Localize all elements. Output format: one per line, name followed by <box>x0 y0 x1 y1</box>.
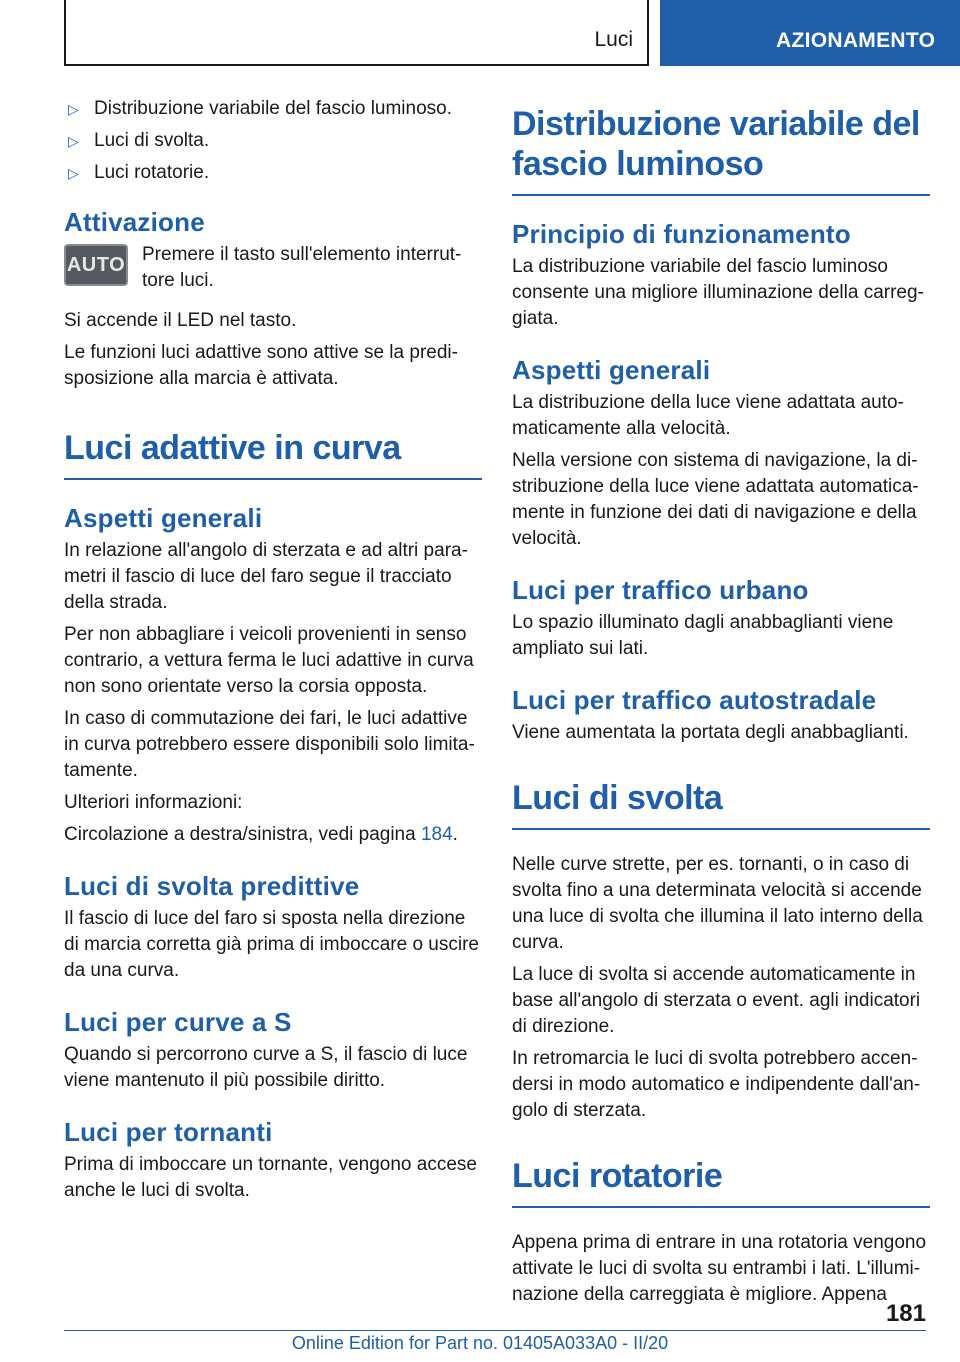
paragraph: La luce di svolta si accende automaticamente in base all'angolo di sterzata o event. agli indicatori di direzione. <box>512 964 921 1037</box>
header-chapter-label: AZIONAMENTO <box>776 29 936 52</box>
paragraph: La distribuzione della luce viene adattata auto-maticamente alla velocità. <box>512 392 904 439</box>
footer-edition: Online Edition for Part no. 01405A033A0 - II/20 <box>291 1333 669 1353</box>
right-column <box>512 104 930 1314</box>
paragraph: In retromarcia le luci di svolta potrebbero accen-dersi in modo automatico e indipendente dall'an-golo di sterzata. <box>512 1048 921 1121</box>
heading-aspetti-generali: Aspetti generali <box>64 503 263 533</box>
heading-aspetti-generali: Aspetti generali <box>512 355 711 385</box>
heading-traffico-urbano: Luci per traffico urbano <box>512 575 809 605</box>
paragraph: La distribuzione variabile del fascio luminoso consente una migliore illuminazione della carreg-giata. <box>512 256 924 329</box>
title-rule <box>64 478 482 480</box>
heading-attivazione: Attivazione <box>64 207 205 237</box>
list-item: ▷ Luci rotatorie. <box>64 160 482 186</box>
paragraph: Nella versione con sistema di navigazione, la di-stribuzione della luce viene adattata automatica-mente in funzione dei dati di navigazione e della velocità. <box>512 450 919 549</box>
header-chapter-tab[interactable] <box>660 0 960 66</box>
paragraph: Viene aumentata la portata degli anabbaglianti. <box>512 722 909 743</box>
title-luci-adattive: Luci adattive in curva <box>64 429 401 467</box>
paragraph: Quando si percorrono curve a S, il fascio di luce viene mantenuto il più possibile diritto. <box>64 1044 468 1091</box>
title-luci-rotatorie: Luci rotatorie <box>512 1157 723 1195</box>
paragraph: Si accende il LED nel tasto. <box>64 310 297 331</box>
paragraph: Prima di imboccare un tornante, vengono accese anche le luci di svolta. <box>64 1154 477 1201</box>
auto-button-icon: AUTO <box>64 244 128 286</box>
title-rule <box>512 1206 930 1208</box>
footer-rule <box>64 1330 926 1331</box>
triangle-bullet-icon: ▷ <box>68 101 79 117</box>
heading-tornanti: Luci per tornanti <box>64 1117 273 1147</box>
heading-predittive: Luci di svolta predittive <box>64 871 360 901</box>
header-section-box <box>64 0 649 66</box>
title-rule <box>512 828 930 830</box>
paragraph: In relazione all'angolo di sterzata e ad altri para-metri il fascio di luce del faro segue il tracciato della strada. <box>64 540 468 613</box>
header-section-label: Luci <box>594 28 633 51</box>
paragraph: Ulteriori informazioni: <box>64 792 243 813</box>
paragraph: Per non abbagliare i veicoli provenienti in senso contrario, a vettura ferma le luci adattive in curva non sono orientate verso la corsia opposta. <box>64 624 474 697</box>
bullet-list <box>64 96 482 186</box>
paragraph: Le funzioni luci adattive sono attive se la predi-sposizione alla marcia è attivata. <box>64 342 458 389</box>
paragraph: Nelle curve strette, per es. tornanti, o in caso di svolta fino a una determinata velocità si accende una luce di svolta che illumina il lato interno della curva. <box>512 854 923 953</box>
page-number: 181 <box>885 1300 926 1327</box>
title-rule <box>512 194 930 196</box>
paragraph: Appena prima di entrare in una rotatoria vengono attivate le luci di svolta su entrambi i lati. L'illumi-nazione della carreggiata è migliore. Appena <box>512 1232 927 1305</box>
list-item: ▷ Distribuzione variabile del fascio luminoso. <box>64 96 482 122</box>
page-link[interactable]: 184 <box>420 824 453 845</box>
heading-principio: Principio di funzionamento <box>512 219 851 249</box>
list-item: ▷ Luci di svolta. <box>64 128 482 154</box>
auto-instruction-text: Premere il tasto sull'elemento interrut-tore luci. <box>142 244 462 291</box>
auto-instruction-row <box>64 242 482 294</box>
title-distribuzione: Distribuzione variabile del fascio luminoso <box>512 105 920 183</box>
triangle-bullet-icon: ▷ <box>68 165 79 181</box>
paragraph: Lo spazio illuminato dagli anabbaglianti viene ampliato sui lati. <box>512 612 894 659</box>
triangle-bullet-icon: ▷ <box>68 133 79 149</box>
paragraph: In caso di commutazione dei fari, le luci adattive in curva potrebbero essere disponibili solo limita-tamente. <box>64 708 475 781</box>
left-column <box>64 96 482 1210</box>
heading-curve-s: Luci per curve a S <box>64 1007 292 1037</box>
cross-reference: Circolazione a destra/sinistra, vedi pagina 184. <box>64 824 458 845</box>
title-luci-di-svolta: Luci di svolta <box>512 779 723 817</box>
paragraph: Il fascio di luce del faro si sposta nella direzione di marcia corretta già prima di imboccare o uscire da una curva. <box>64 908 479 981</box>
heading-traffico-autostradale: Luci per traffico autostradale <box>512 685 877 715</box>
